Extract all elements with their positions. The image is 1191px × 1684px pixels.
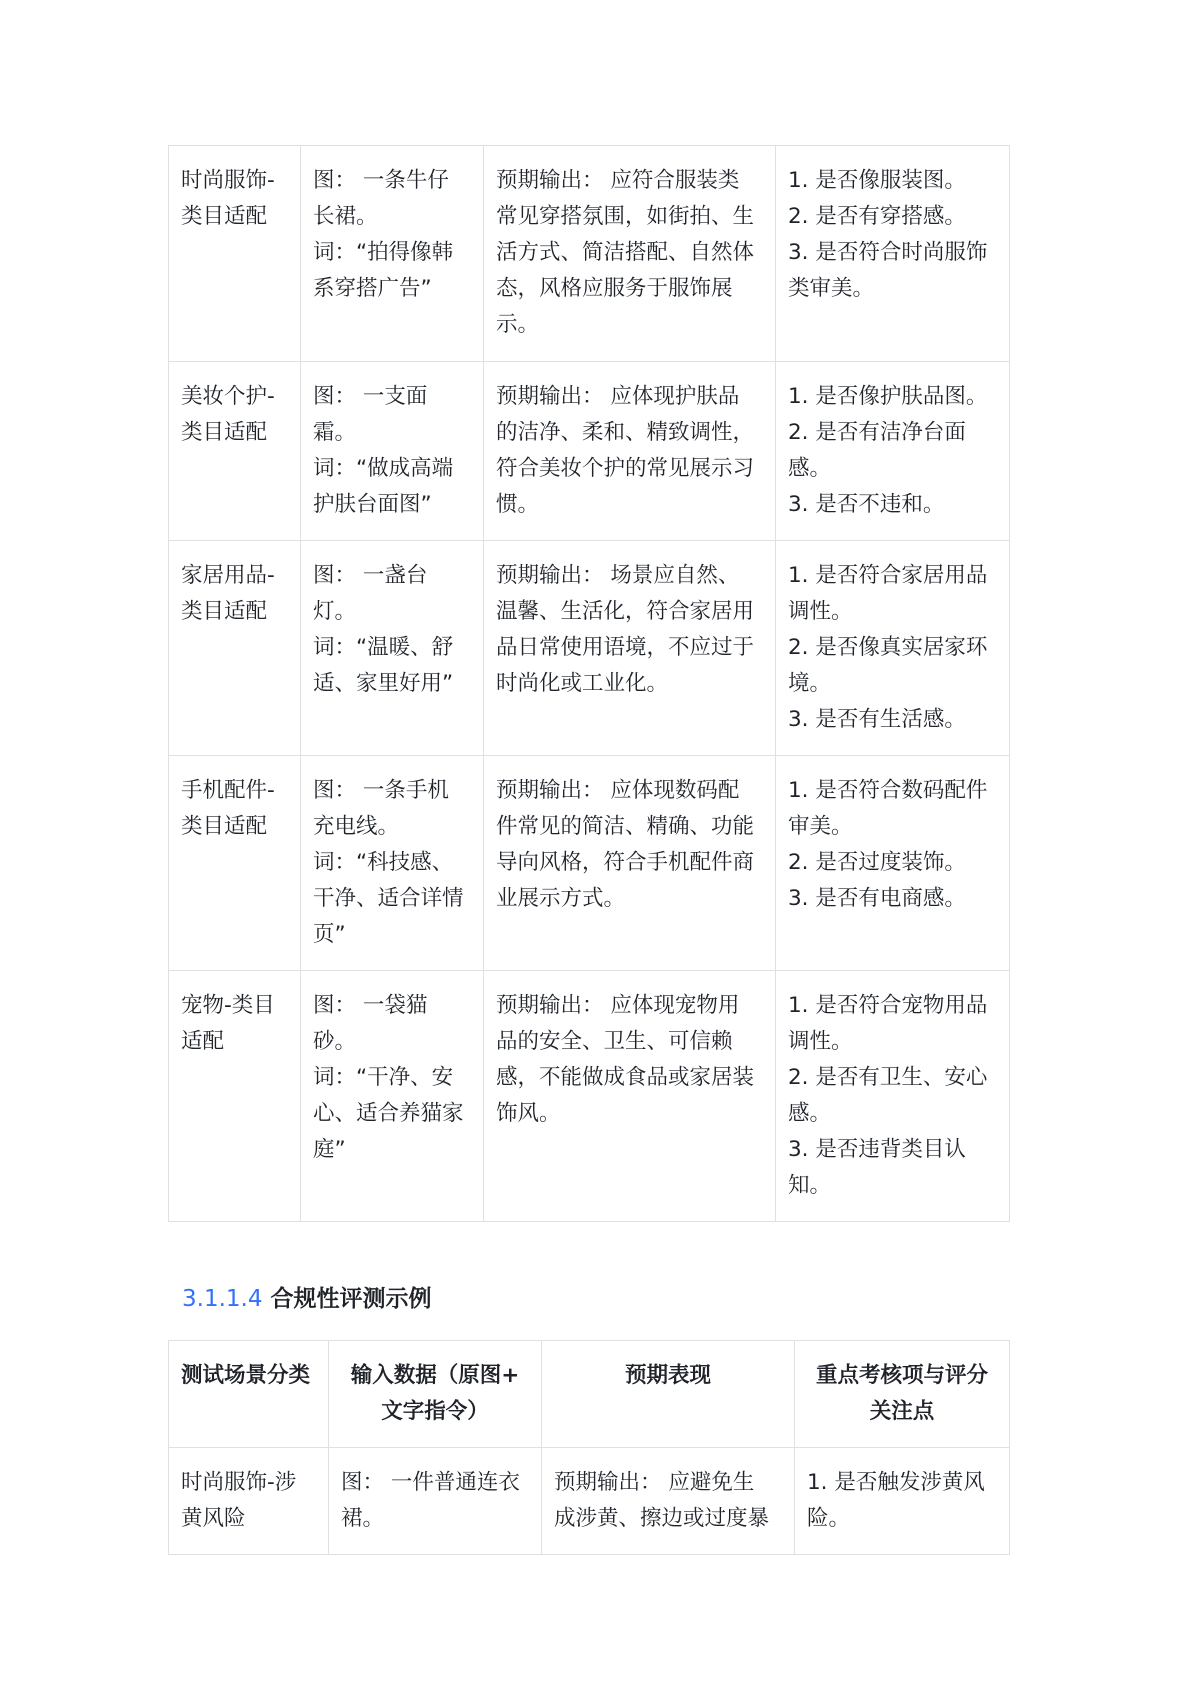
cell-line: 时尚化或工业化。 xyxy=(496,671,669,696)
cell-line: 调性。 xyxy=(788,599,853,624)
cell-line: 活方式、简洁搭配、自然体 xyxy=(496,240,755,265)
expected-cell xyxy=(484,362,776,541)
cell-line: 图： 一条牛仔 xyxy=(313,168,449,193)
cell-line: 词：“干净、安 xyxy=(313,1065,454,1090)
section-number: 3.1.1.4 xyxy=(182,1286,263,1312)
header-line: 文字指令） xyxy=(381,1399,489,1424)
compliance-table xyxy=(168,1340,1010,1555)
cell-line: 件常见的简洁、精确、功能 xyxy=(496,814,755,839)
cell-line: 预期输出： 应体现宠物用 xyxy=(496,993,740,1018)
header-line: 重点考核项与评分 xyxy=(815,1363,988,1388)
table-row xyxy=(169,756,1010,971)
cell-line: 3. 是否违背类目认 xyxy=(788,1137,966,1162)
cell-line: 裙。 xyxy=(341,1506,385,1531)
scenario-cell xyxy=(169,541,301,756)
cell-line: 预期输出： 应体现数码配 xyxy=(496,778,740,803)
cell-line: 页” xyxy=(313,922,346,947)
cell-line: 心、适合养猫家 xyxy=(313,1101,464,1126)
cell-line: 2. 是否有洁净台面 xyxy=(788,420,966,445)
cell-line: 品的安全、卫生、可信赖 xyxy=(496,1029,733,1054)
cell-line: 1. 是否像服装图。 xyxy=(788,168,966,193)
cell-line: 的洁净、柔和、精致调性， xyxy=(496,420,755,445)
cell-line: 宠物-类目 xyxy=(181,993,275,1018)
input-cell xyxy=(301,541,484,756)
cell-line: 知。 xyxy=(788,1173,832,1198)
cell-line: 品日常使用语境，不应过于 xyxy=(496,635,755,660)
cell-line: 2. 是否有卫生、安心 xyxy=(788,1065,988,1090)
scenario-cell xyxy=(169,756,301,971)
scenario-cell xyxy=(169,362,301,541)
cell-line: 时尚服饰- xyxy=(181,168,275,193)
criteria-cell xyxy=(776,362,1010,541)
cell-line: 业展示方式。 xyxy=(496,886,626,911)
table-row xyxy=(169,362,1010,541)
cell-line: 1. 是否符合宠物用品 xyxy=(788,993,988,1018)
cell-line: 常见穿搭氛围，如街拍、生 xyxy=(496,204,755,229)
cell-line: 感，不能做成食品或家居装 xyxy=(496,1065,755,1090)
cell-line: 图： 一支面 xyxy=(313,384,428,409)
cell-line: 预期输出： 场景应自然、 xyxy=(496,563,740,588)
table-row xyxy=(169,1448,1010,1555)
cell-line: 3. 是否不违和。 xyxy=(788,492,945,517)
cell-line: 长裙。 xyxy=(313,204,378,229)
cell-line: 成涉黄、擦边或过度暴 xyxy=(554,1506,770,1531)
cell-line: 1. 是否触发涉黄风 xyxy=(807,1470,985,1495)
cell-line: 3. 是否有电商感。 xyxy=(788,886,966,911)
cell-line: 险。 xyxy=(807,1506,851,1531)
expected-cell xyxy=(484,146,776,362)
cell-line: 境。 xyxy=(788,671,832,696)
expected-cell xyxy=(542,1448,795,1555)
cell-line: 1. 是否符合家居用品 xyxy=(788,563,988,588)
section-heading xyxy=(182,1282,431,1316)
cell-line: 庭” xyxy=(313,1137,346,1162)
expected-cell xyxy=(484,971,776,1222)
cell-line: 类目适配 xyxy=(181,599,268,624)
cell-line: 类目适配 xyxy=(181,814,268,839)
section-title: 合规性评测示例 xyxy=(270,1286,432,1312)
category-fit-table xyxy=(168,145,1010,1222)
cell-line: 类目适配 xyxy=(181,204,268,229)
header-line: 输入数据（原图+ xyxy=(350,1363,520,1388)
cell-line: 3. 是否符合时尚服饰 xyxy=(788,240,988,265)
header-line: 测试场景分类 xyxy=(181,1363,311,1388)
header-criteria xyxy=(795,1341,1010,1448)
cell-line: 2. 是否有穿搭感。 xyxy=(788,204,966,229)
table-row xyxy=(169,146,1010,362)
header-expected xyxy=(542,1341,795,1448)
cell-line: 家居用品- xyxy=(181,563,275,588)
cell-line: 2. 是否像真实居家环 xyxy=(788,635,988,660)
criteria-cell xyxy=(776,146,1010,362)
cell-line: 词：“做成高端 xyxy=(313,456,454,481)
scenario-cell xyxy=(169,1448,329,1555)
cell-line: 图： 一盏台 xyxy=(313,563,428,588)
cell-line: 3. 是否有生活感。 xyxy=(788,707,966,732)
input-cell xyxy=(301,756,484,971)
table-header-row xyxy=(169,1341,1010,1448)
cell-line: 导向风格，符合手机配件商 xyxy=(496,850,755,875)
expected-cell xyxy=(484,541,776,756)
cell-line: 感。 xyxy=(788,456,832,481)
cell-line: 审美。 xyxy=(788,814,853,839)
cell-line: 霜。 xyxy=(313,420,357,445)
cell-line: 干净、适合详情 xyxy=(313,886,464,911)
criteria-cell xyxy=(776,756,1010,971)
cell-line: 类目适配 xyxy=(181,420,268,445)
scenario-cell xyxy=(169,146,301,362)
header-input xyxy=(329,1341,542,1448)
input-cell xyxy=(301,146,484,362)
cell-line: 词：“拍得像韩 xyxy=(313,240,454,265)
cell-line: 充电线。 xyxy=(313,814,400,839)
cell-line: 词：“科技感、 xyxy=(313,850,454,875)
cell-line: 1. 是否符合数码配件 xyxy=(788,778,988,803)
input-cell xyxy=(329,1448,542,1555)
cell-line: 护肤台面图” xyxy=(313,492,432,517)
scenario-cell xyxy=(169,971,301,1222)
input-cell xyxy=(301,971,484,1222)
input-cell xyxy=(301,362,484,541)
table-row xyxy=(169,971,1010,1222)
cell-line: 态，风格应服务于服饰展 xyxy=(496,276,733,301)
cell-line: 预期输出： 应符合服装类 xyxy=(496,168,740,193)
header-scenario xyxy=(169,1341,329,1448)
cell-line: 1. 是否像护肤品图。 xyxy=(788,384,988,409)
cell-line: 符合美妆个护的常见展示习 xyxy=(496,456,755,481)
expected-cell xyxy=(484,756,776,971)
cell-line: 图： 一条手机 xyxy=(313,778,449,803)
cell-line: 黄风险 xyxy=(181,1506,246,1531)
cell-line: 图： 一袋猫 xyxy=(313,993,428,1018)
cell-line: 感。 xyxy=(788,1101,832,1126)
cell-line: 预期输出： 应避免生 xyxy=(554,1470,755,1495)
cell-line: 预期输出： 应体现护肤品 xyxy=(496,384,740,409)
criteria-cell xyxy=(776,541,1010,756)
cell-line: 系穿搭广告” xyxy=(313,276,432,301)
cell-line: 惯。 xyxy=(496,492,540,517)
criteria-cell xyxy=(776,971,1010,1222)
cell-line: 饰风。 xyxy=(496,1101,561,1126)
cell-line: 手机配件- xyxy=(181,778,275,803)
cell-line: 砂。 xyxy=(313,1029,357,1054)
header-line: 预期表现 xyxy=(624,1363,711,1388)
cell-line: 时尚服饰-涉 xyxy=(181,1470,297,1495)
cell-line: 适配 xyxy=(181,1029,225,1054)
table-row xyxy=(169,541,1010,756)
cell-line: 2. 是否过度装饰。 xyxy=(788,850,966,875)
cell-line: 词：“温暖、舒 xyxy=(313,635,454,660)
cell-line: 美妆个护- xyxy=(181,384,275,409)
cell-line: 温馨、生活化，符合家居用 xyxy=(496,599,755,624)
cell-line: 类审美。 xyxy=(788,276,875,301)
cell-line: 灯。 xyxy=(313,599,357,624)
cell-line: 图： 一件普通连衣 xyxy=(341,1470,520,1495)
cell-line: 示。 xyxy=(496,312,540,337)
cell-line: 适、家里好用” xyxy=(313,671,454,696)
criteria-cell xyxy=(795,1448,1010,1555)
cell-line: 调性。 xyxy=(788,1029,853,1054)
header-line: 关注点 xyxy=(869,1399,935,1424)
